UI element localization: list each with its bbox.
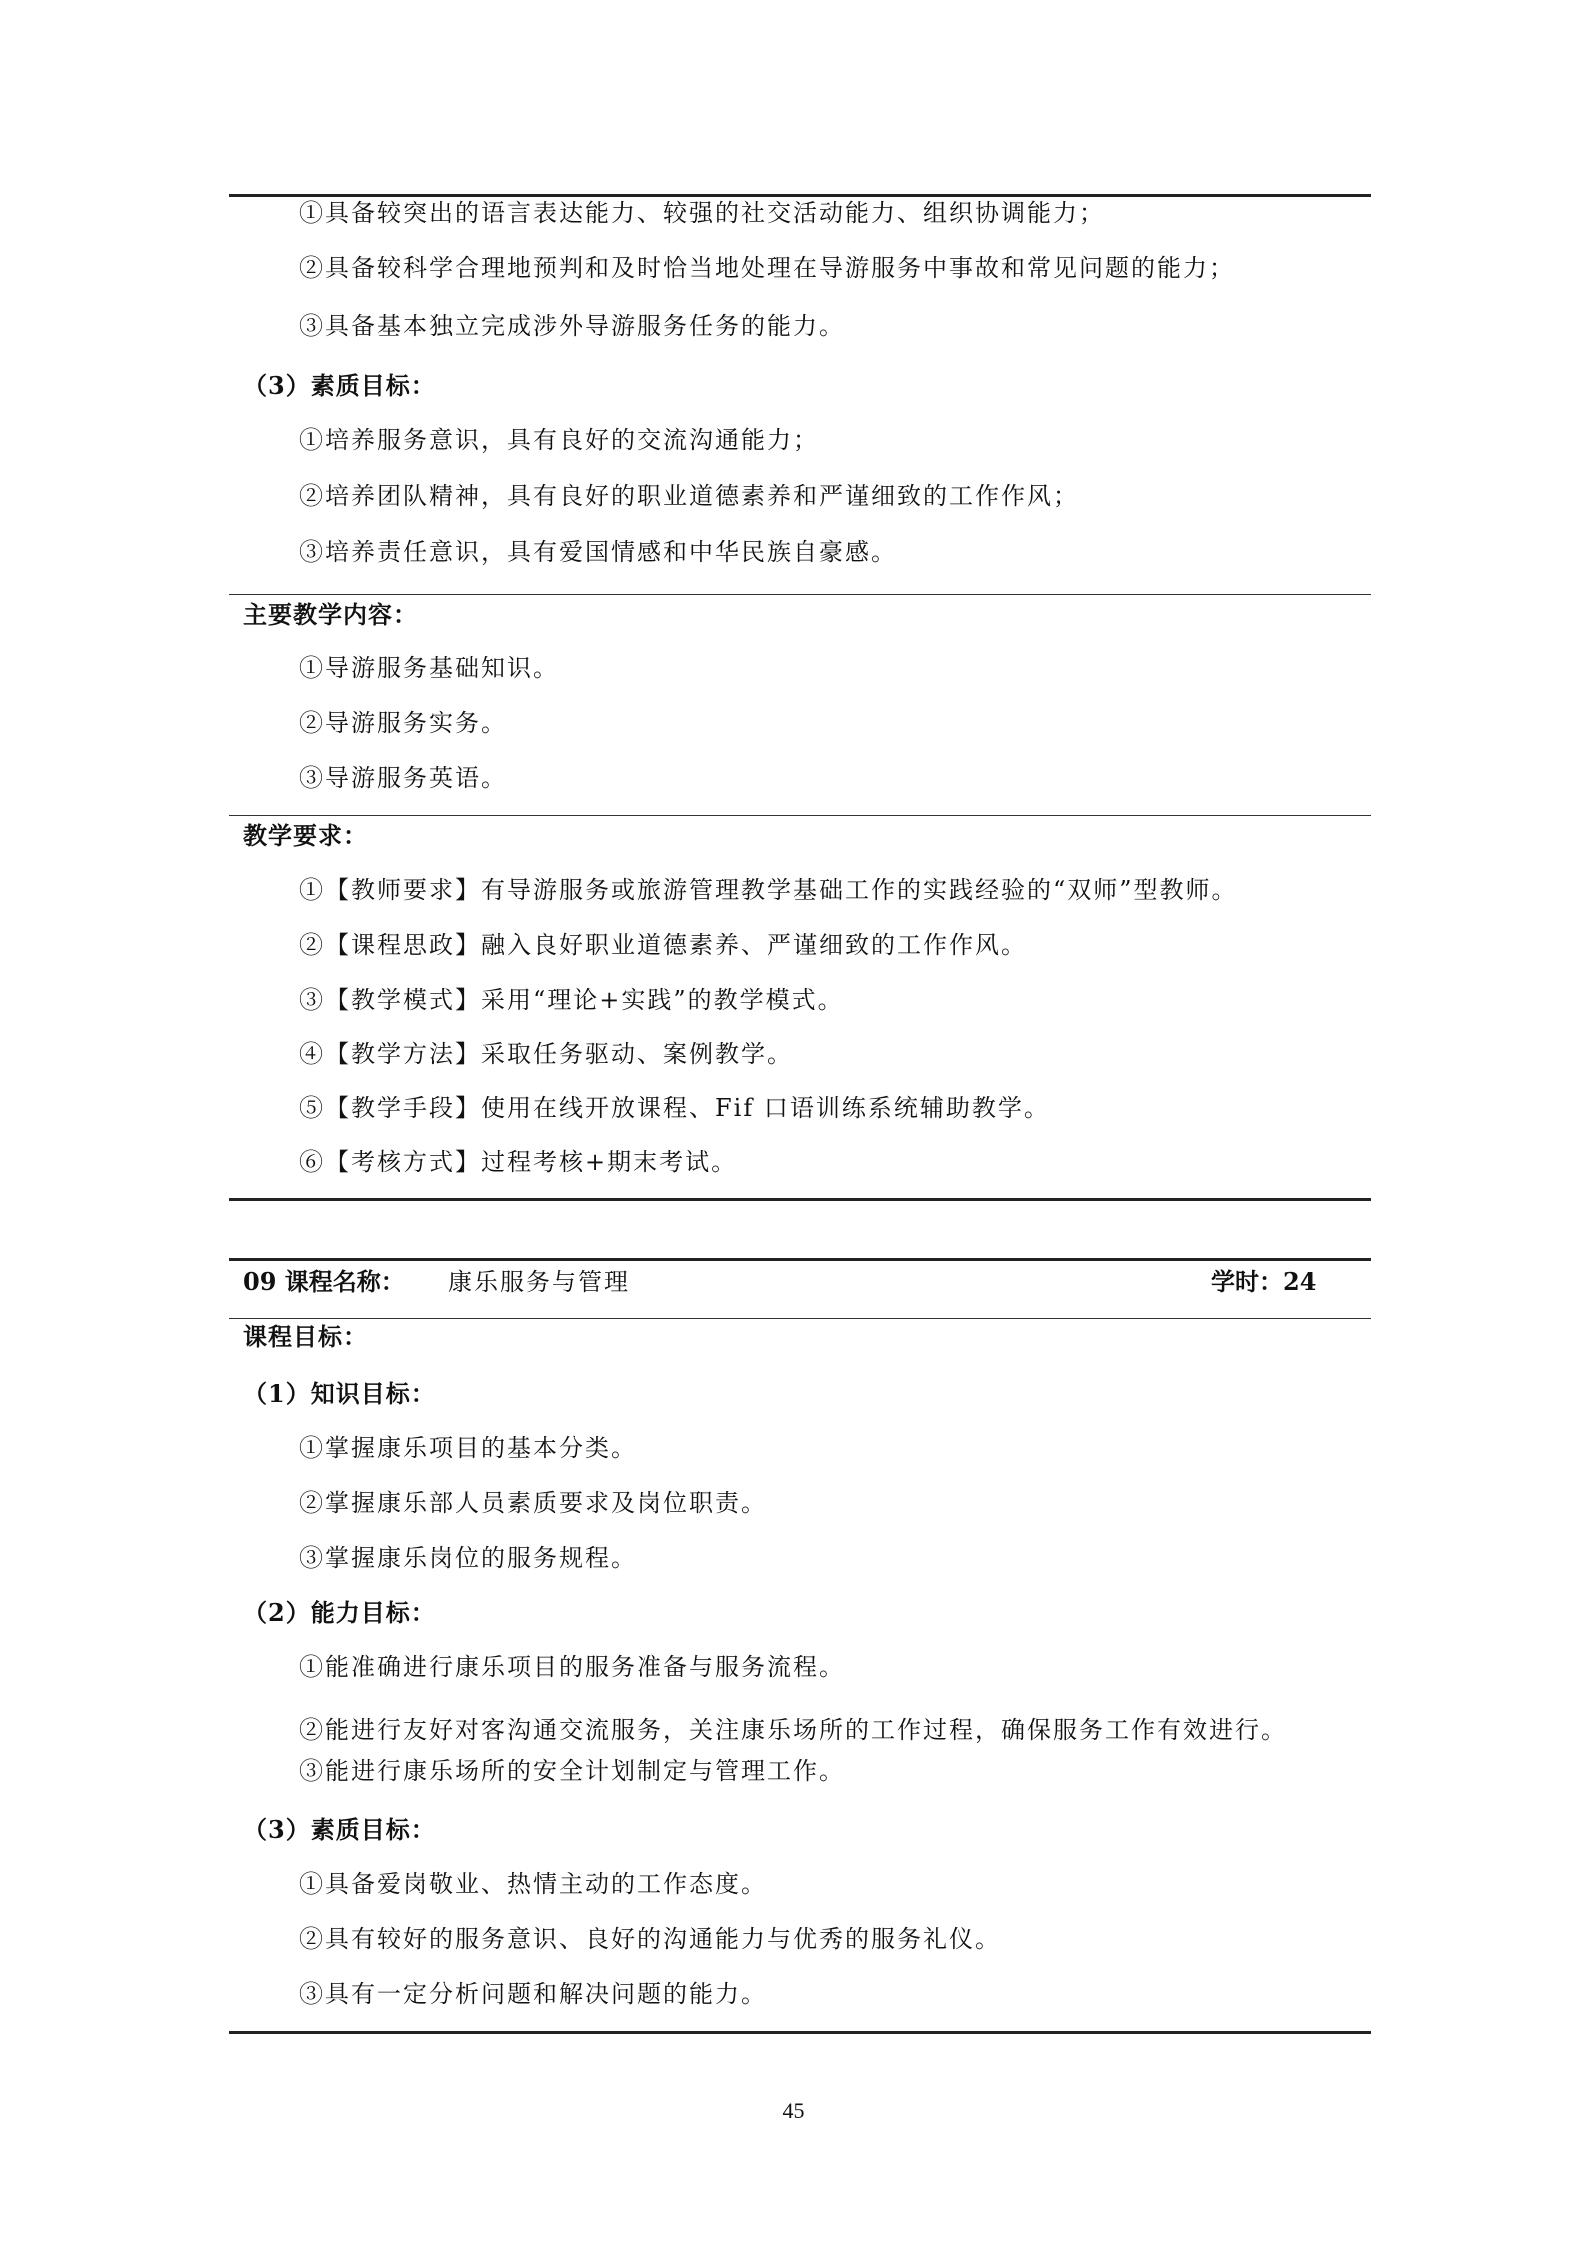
quality-item: ①具备爱岗敬业、热情主动的工作态度。 [299, 1870, 767, 1898]
table-top-rule [229, 194, 1371, 197]
content-item: ①导游服务基础知识。 [299, 654, 559, 682]
knowledge-item: ①掌握康乐项目的基本分类。 [299, 1434, 637, 1462]
section-divider [229, 815, 1371, 816]
ability-heading: （2）能力目标： [243, 1598, 436, 1627]
content-item: ②导游服务实务。 [299, 709, 507, 737]
ability-item: ③能进行康乐场所的安全计划制定与管理工作。 [299, 1757, 845, 1785]
quality-item: ③具有一定分析问题和解决问题的能力。 [299, 1980, 767, 2008]
quality-item: ③培养责任意识，具有爱国情感和中华民族自豪感。 [299, 538, 897, 566]
ability-item: ①具备较突出的语言表达能力、较强的社交活动能力、组织协调能力； [299, 199, 1105, 227]
content-heading: 主要教学内容： [243, 600, 418, 629]
ability-item: ③具备基本独立完成涉外导游服务任务的能力。 [299, 312, 845, 340]
knowledge-heading: （1）知识目标： [243, 1379, 436, 1408]
requirement-item: ④【教学方法】采取任务驱动、案例教学。 [299, 1040, 793, 1068]
knowledge-item: ③掌握康乐岗位的服务规程。 [299, 1544, 637, 1572]
ability-item: ①能准确进行康乐项目的服务准备与服务流程。 [299, 1653, 845, 1681]
page-number: 45 [782, 2098, 805, 2123]
ability-item: ②能进行友好对客沟通交流服务，关注康乐场所的工作过程，确保服务工作有效进行。 [299, 1716, 1287, 1744]
content-item: ③导游服务英语。 [299, 764, 507, 792]
requirement-item: ⑥【考核方式】过程考核+期末考试。 [299, 1148, 738, 1176]
section-divider [229, 1318, 1371, 1319]
course-header-row [243, 1264, 1343, 1300]
quality-heading: （3）素质目标： [243, 371, 436, 400]
course-name: 康乐服务与管理 [448, 1268, 630, 1296]
quality-item: ②具有较好的服务意识、良好的沟通能力与优秀的服务礼仪。 [299, 1925, 1001, 1953]
quality-heading: （3）素质目标： [243, 1815, 436, 1844]
requirement-item: ②【课程思政】融入良好职业道德素养、严谨细致的工作作风。 [299, 931, 1027, 959]
requirement-item: ⑤【教学手段】使用在线开放课程、Fif 口语训练系统辅助教学。 [299, 1094, 1050, 1122]
quality-item: ②培养团队精神，具有良好的职业道德素养和严谨细致的工作作风； [299, 482, 1079, 510]
section-divider [229, 594, 1371, 595]
requirement-item: ①【教师要求】有导游服务或旅游管理教学基础工作的实践经验的“双师”型教师。 [299, 876, 1238, 904]
table-bottom-rule [229, 2031, 1371, 2034]
requirement-item: ③【教学模式】采用“理论+实践”的教学模式。 [299, 986, 844, 1014]
ability-item: ②具备较科学合理地预判和及时恰当地处理在导游服务中事故和常见问题的能力； [299, 254, 1235, 282]
course-label: 09 课程名称： [243, 1267, 405, 1296]
table-top-rule [229, 1258, 1371, 1261]
table-bottom-rule [229, 1198, 1371, 1201]
requirements-heading: 教学要求： [243, 821, 368, 850]
knowledge-item: ②掌握康乐部人员素质要求及岗位职责。 [299, 1489, 767, 1517]
goals-heading: 课程目标： [243, 1322, 368, 1351]
quality-item: ①培养服务意识，具有良好的交流沟通能力； [299, 426, 819, 454]
course-hours: 学时：24 [1211, 1267, 1317, 1296]
